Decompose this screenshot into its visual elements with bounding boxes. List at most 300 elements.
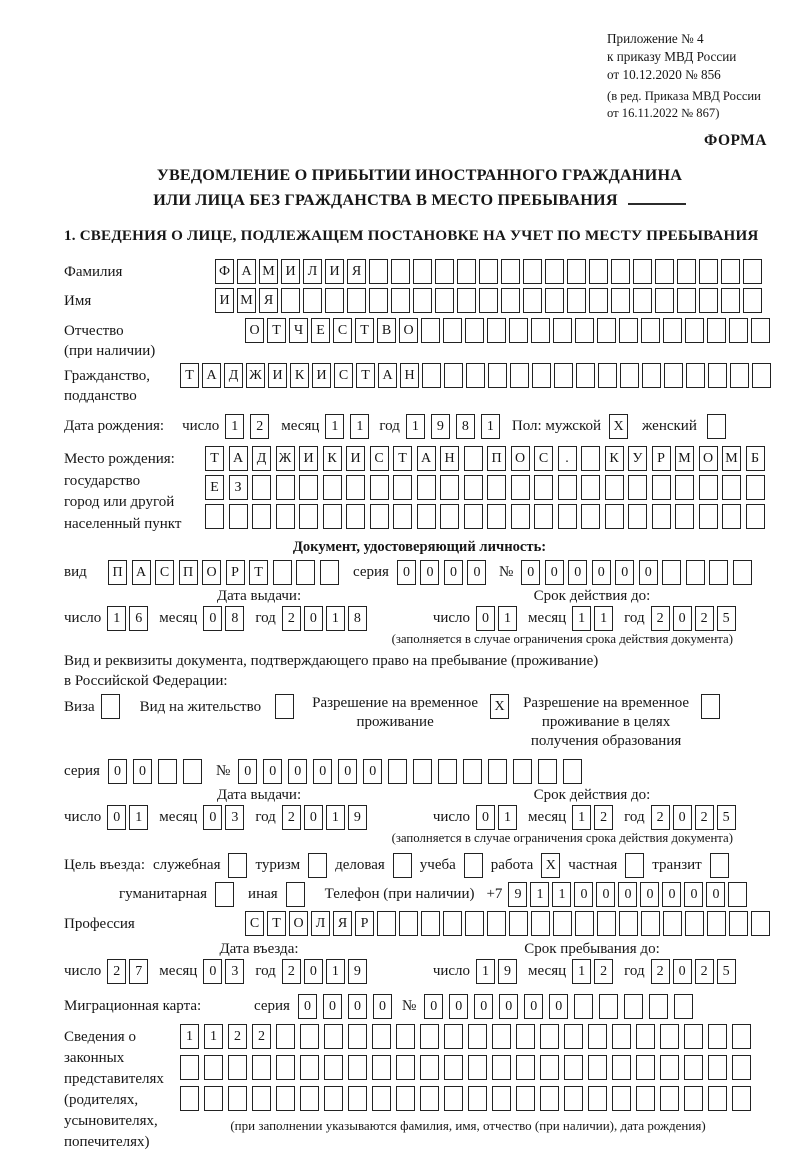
char-box[interactable] (464, 504, 483, 529)
char-box[interactable] (370, 504, 389, 529)
char-box[interactable] (652, 504, 671, 529)
char-box[interactable]: 2 (282, 805, 301, 830)
char-box[interactable] (325, 288, 344, 313)
char-box[interactable] (516, 1024, 535, 1049)
char-box[interactable] (492, 1055, 511, 1080)
char-box[interactable] (417, 504, 436, 529)
char-box[interactable] (204, 1086, 223, 1111)
char-box[interactable] (348, 1055, 367, 1080)
char-box[interactable] (581, 475, 600, 500)
char-box[interactable] (510, 363, 529, 388)
char-box[interactable]: 1 (225, 414, 244, 439)
char-box[interactable] (619, 318, 638, 343)
char-box[interactable]: 1 (572, 959, 591, 984)
char-box[interactable] (299, 504, 318, 529)
char-box[interactable]: 0 (684, 882, 703, 907)
char-box[interactable] (479, 259, 498, 284)
char-box[interactable]: 0 (706, 882, 725, 907)
char-box[interactable] (660, 1086, 679, 1111)
char-box[interactable] (732, 1055, 751, 1080)
char-box[interactable]: 8 (225, 606, 244, 631)
char-box[interactable]: 0 (476, 805, 495, 830)
char-box[interactable]: О (202, 560, 221, 585)
temp-permit-checkbox[interactable]: X (490, 694, 509, 719)
residence-permit-checkbox[interactable] (275, 694, 294, 719)
char-box[interactable] (324, 1055, 343, 1080)
char-box[interactable]: Т (267, 318, 286, 343)
char-box[interactable] (443, 318, 462, 343)
char-box[interactable]: 2 (594, 805, 613, 830)
char-box[interactable]: 0 (288, 759, 307, 784)
char-box[interactable]: 1 (129, 805, 148, 830)
char-box[interactable] (732, 1024, 751, 1049)
char-box[interactable] (300, 1024, 319, 1049)
char-box[interactable] (464, 446, 483, 471)
char-box[interactable] (509, 911, 528, 936)
char-box[interactable]: 0 (238, 759, 257, 784)
char-box[interactable] (581, 504, 600, 529)
char-box[interactable] (501, 288, 520, 313)
char-box[interactable] (422, 363, 441, 388)
char-box[interactable]: 1 (180, 1024, 199, 1049)
char-box[interactable]: 1 (326, 805, 345, 830)
char-box[interactable] (628, 475, 647, 500)
char-box[interactable] (534, 475, 553, 500)
char-box[interactable] (633, 259, 652, 284)
char-box[interactable]: 1 (325, 414, 344, 439)
char-box[interactable] (516, 1086, 535, 1111)
char-box[interactable] (545, 259, 564, 284)
char-box[interactable] (611, 288, 630, 313)
char-box[interactable]: 1 (498, 606, 517, 631)
char-box[interactable]: 1 (530, 882, 549, 907)
char-box[interactable] (733, 560, 752, 585)
char-box[interactable] (655, 259, 674, 284)
char-box[interactable] (534, 504, 553, 529)
char-box[interactable] (709, 560, 728, 585)
char-box[interactable] (252, 1055, 271, 1080)
char-box[interactable]: . (558, 446, 577, 471)
char-box[interactable]: О (245, 318, 264, 343)
char-box[interactable]: 2 (282, 606, 301, 631)
char-box[interactable] (228, 1055, 247, 1080)
char-box[interactable] (468, 1086, 487, 1111)
char-box[interactable] (276, 504, 295, 529)
char-box[interactable] (413, 259, 432, 284)
char-box[interactable] (730, 363, 749, 388)
char-box[interactable]: 0 (373, 994, 392, 1019)
char-box[interactable] (421, 318, 440, 343)
char-box[interactable] (567, 259, 586, 284)
char-box[interactable]: Н (440, 446, 459, 471)
char-box[interactable]: 0 (107, 805, 126, 830)
char-box[interactable]: 0 (338, 759, 357, 784)
char-box[interactable] (183, 759, 202, 784)
char-box[interactable] (465, 318, 484, 343)
char-box[interactable]: А (378, 363, 397, 388)
char-box[interactable]: 0 (524, 994, 543, 1019)
char-box[interactable]: Б (746, 446, 765, 471)
char-box[interactable] (588, 1055, 607, 1080)
char-box[interactable]: 0 (304, 959, 323, 984)
char-box[interactable]: 0 (640, 882, 659, 907)
char-box[interactable] (722, 475, 741, 500)
char-box[interactable] (732, 1086, 751, 1111)
char-box[interactable] (728, 882, 747, 907)
char-box[interactable] (531, 318, 550, 343)
char-box[interactable] (252, 1086, 271, 1111)
char-box[interactable] (581, 446, 600, 471)
char-box[interactable] (324, 1024, 343, 1049)
char-box[interactable]: С (333, 318, 352, 343)
char-box[interactable] (296, 560, 315, 585)
char-box[interactable]: 0 (203, 805, 222, 830)
gender-male-checkbox[interactable]: X (609, 414, 628, 439)
char-box[interactable] (180, 1086, 199, 1111)
char-box[interactable]: П (108, 560, 127, 585)
char-box[interactable] (558, 504, 577, 529)
char-box[interactable]: 8 (348, 606, 367, 631)
char-box[interactable] (413, 288, 432, 313)
char-box[interactable] (553, 318, 572, 343)
char-box[interactable]: 1 (594, 606, 613, 631)
char-box[interactable]: 0 (549, 994, 568, 1019)
char-box[interactable] (396, 1055, 415, 1080)
char-box[interactable] (721, 288, 740, 313)
char-box[interactable] (205, 504, 224, 529)
char-box[interactable]: 9 (508, 882, 527, 907)
char-box[interactable]: 2 (107, 959, 126, 984)
char-box[interactable] (501, 259, 520, 284)
char-box[interactable] (346, 504, 365, 529)
purpose-business-checkbox[interactable] (393, 853, 412, 878)
char-box[interactable] (464, 475, 483, 500)
char-box[interactable] (699, 288, 718, 313)
char-box[interactable] (372, 1024, 391, 1049)
char-box[interactable]: 2 (651, 606, 670, 631)
char-box[interactable]: 0 (397, 560, 416, 585)
char-box[interactable] (642, 363, 661, 388)
char-box[interactable] (729, 911, 748, 936)
char-box[interactable]: 0 (323, 994, 342, 1019)
char-box[interactable] (575, 318, 594, 343)
char-box[interactable]: 0 (203, 606, 222, 631)
char-box[interactable]: И (312, 363, 331, 388)
char-box[interactable]: С (245, 911, 264, 936)
char-box[interactable]: 0 (108, 759, 127, 784)
char-box[interactable]: Т (356, 363, 375, 388)
char-box[interactable] (576, 363, 595, 388)
char-box[interactable] (636, 1024, 655, 1049)
char-box[interactable] (228, 1086, 247, 1111)
char-box[interactable]: 0 (304, 805, 323, 830)
char-box[interactable] (540, 1024, 559, 1049)
char-box[interactable] (370, 475, 389, 500)
char-box[interactable]: С (370, 446, 389, 471)
char-box[interactable] (466, 363, 485, 388)
char-box[interactable] (348, 1024, 367, 1049)
char-box[interactable] (611, 259, 630, 284)
char-box[interactable]: И (281, 259, 300, 284)
char-box[interactable] (707, 911, 726, 936)
char-box[interactable] (468, 1055, 487, 1080)
char-box[interactable] (567, 288, 586, 313)
char-box[interactable] (346, 475, 365, 500)
char-box[interactable] (699, 504, 718, 529)
char-box[interactable]: П (487, 446, 506, 471)
char-box[interactable]: Д (224, 363, 243, 388)
char-box[interactable] (511, 475, 530, 500)
char-box[interactable] (444, 363, 463, 388)
char-box[interactable]: З (229, 475, 248, 500)
char-box[interactable]: 1 (204, 1024, 223, 1049)
char-box[interactable] (554, 363, 573, 388)
char-box[interactable] (488, 363, 507, 388)
char-box[interactable]: В (377, 318, 396, 343)
char-box[interactable]: 0 (424, 994, 443, 1019)
char-box[interactable]: С (334, 363, 353, 388)
char-box[interactable]: Р (226, 560, 245, 585)
char-box[interactable] (391, 259, 410, 284)
char-box[interactable] (751, 911, 770, 936)
char-box[interactable]: О (511, 446, 530, 471)
char-box[interactable] (523, 259, 542, 284)
char-box[interactable] (605, 475, 624, 500)
char-box[interactable]: Л (303, 259, 322, 284)
char-box[interactable]: 3 (225, 805, 244, 830)
char-box[interactable]: 0 (574, 882, 593, 907)
char-box[interactable]: М (259, 259, 278, 284)
char-box[interactable] (457, 288, 476, 313)
char-box[interactable]: 1 (107, 606, 126, 631)
char-box[interactable] (746, 475, 765, 500)
char-box[interactable] (674, 994, 693, 1019)
char-box[interactable]: 1 (326, 606, 345, 631)
char-box[interactable] (575, 911, 594, 936)
char-box[interactable] (347, 288, 366, 313)
char-box[interactable]: 0 (592, 560, 611, 585)
char-box[interactable]: С (534, 446, 553, 471)
char-box[interactable]: 2 (250, 414, 269, 439)
char-box[interactable]: Л (311, 911, 330, 936)
char-box[interactable]: Т (249, 560, 268, 585)
char-box[interactable] (299, 475, 318, 500)
char-box[interactable] (438, 759, 457, 784)
purpose-service-checkbox[interactable] (228, 853, 247, 878)
char-box[interactable] (393, 504, 412, 529)
char-box[interactable]: Ф (215, 259, 234, 284)
char-box[interactable] (597, 911, 616, 936)
char-box[interactable] (675, 504, 694, 529)
char-box[interactable] (391, 288, 410, 313)
char-box[interactable] (743, 288, 762, 313)
char-box[interactable] (487, 504, 506, 529)
char-box[interactable] (660, 1055, 679, 1080)
char-box[interactable]: М (722, 446, 741, 471)
char-box[interactable]: Я (259, 288, 278, 313)
char-box[interactable]: Я (333, 911, 352, 936)
char-box[interactable] (229, 504, 248, 529)
char-box[interactable]: 0 (662, 882, 681, 907)
char-box[interactable] (320, 560, 339, 585)
char-box[interactable] (588, 1086, 607, 1111)
char-box[interactable] (492, 1024, 511, 1049)
char-box[interactable] (440, 504, 459, 529)
char-box[interactable] (388, 759, 407, 784)
char-box[interactable] (564, 1024, 583, 1049)
char-box[interactable]: 0 (568, 560, 587, 585)
char-box[interactable] (372, 1086, 391, 1111)
char-box[interactable]: 9 (431, 414, 450, 439)
char-box[interactable] (675, 475, 694, 500)
char-box[interactable]: 2 (594, 959, 613, 984)
char-box[interactable]: Т (355, 318, 374, 343)
char-box[interactable] (396, 1086, 415, 1111)
char-box[interactable] (605, 504, 624, 529)
char-box[interactable] (417, 475, 436, 500)
char-box[interactable] (369, 259, 388, 284)
char-box[interactable] (413, 759, 432, 784)
char-box[interactable]: Д (252, 446, 271, 471)
char-box[interactable]: И (215, 288, 234, 313)
purpose-humanitarian-checkbox[interactable] (215, 882, 234, 907)
char-box[interactable]: М (237, 288, 256, 313)
char-box[interactable]: 1 (476, 959, 495, 984)
char-box[interactable]: 2 (228, 1024, 247, 1049)
char-box[interactable] (487, 318, 506, 343)
char-box[interactable]: 1 (481, 414, 500, 439)
char-box[interactable]: Р (652, 446, 671, 471)
char-box[interactable]: К (323, 446, 342, 471)
char-box[interactable] (369, 288, 388, 313)
char-box[interactable]: 0 (263, 759, 282, 784)
char-box[interactable] (685, 318, 704, 343)
temp-permit-edu-checkbox[interactable] (701, 694, 720, 719)
char-box[interactable]: Т (205, 446, 224, 471)
char-box[interactable] (204, 1055, 223, 1080)
char-box[interactable] (628, 504, 647, 529)
char-box[interactable]: 0 (476, 606, 495, 631)
char-box[interactable] (684, 1055, 703, 1080)
char-box[interactable]: 0 (673, 959, 692, 984)
char-box[interactable]: 9 (498, 959, 517, 984)
char-box[interactable]: 1 (406, 414, 425, 439)
char-box[interactable]: П (179, 560, 198, 585)
char-box[interactable]: 0 (673, 606, 692, 631)
char-box[interactable] (708, 1086, 727, 1111)
char-box[interactable] (509, 318, 528, 343)
char-box[interactable]: 0 (474, 994, 493, 1019)
char-box[interactable] (746, 504, 765, 529)
char-box[interactable]: А (237, 259, 256, 284)
char-box[interactable]: 0 (545, 560, 564, 585)
char-box[interactable]: О (289, 911, 308, 936)
char-box[interactable] (538, 759, 557, 784)
char-box[interactable] (652, 475, 671, 500)
char-box[interactable] (435, 288, 454, 313)
char-box[interactable]: 1 (350, 414, 369, 439)
char-box[interactable]: 0 (499, 994, 518, 1019)
char-box[interactable]: Т (267, 911, 286, 936)
char-box[interactable]: Е (205, 475, 224, 500)
char-box[interactable]: 0 (304, 606, 323, 631)
char-box[interactable] (598, 363, 617, 388)
char-box[interactable]: С (155, 560, 174, 585)
char-box[interactable]: Т (393, 446, 412, 471)
char-box[interactable] (487, 911, 506, 936)
char-box[interactable] (479, 288, 498, 313)
char-box[interactable] (545, 288, 564, 313)
char-box[interactable]: 0 (673, 805, 692, 830)
char-box[interactable]: Ч (289, 318, 308, 343)
gender-female-checkbox[interactable] (707, 414, 726, 439)
char-box[interactable]: У (628, 446, 647, 471)
char-box[interactable]: 1 (498, 805, 517, 830)
char-box[interactable] (641, 911, 660, 936)
char-box[interactable] (649, 994, 668, 1019)
char-box[interactable] (421, 911, 440, 936)
purpose-work-checkbox[interactable]: X (541, 853, 560, 878)
char-box[interactable] (440, 475, 459, 500)
char-box[interactable]: 0 (313, 759, 332, 784)
char-box[interactable]: Т (180, 363, 199, 388)
char-box[interactable]: 9 (348, 959, 367, 984)
char-box[interactable] (684, 1024, 703, 1049)
char-box[interactable] (686, 363, 705, 388)
char-box[interactable]: 5 (717, 606, 736, 631)
char-box[interactable] (465, 911, 484, 936)
char-box[interactable] (523, 288, 542, 313)
char-box[interactable] (487, 475, 506, 500)
char-box[interactable] (273, 560, 292, 585)
char-box[interactable]: И (346, 446, 365, 471)
char-box[interactable] (620, 363, 639, 388)
char-box[interactable] (612, 1055, 631, 1080)
char-box[interactable] (574, 994, 593, 1019)
char-box[interactable] (707, 318, 726, 343)
char-box[interactable] (624, 994, 643, 1019)
char-box[interactable] (511, 504, 530, 529)
char-box[interactable] (564, 1086, 583, 1111)
char-box[interactable] (564, 1055, 583, 1080)
purpose-transit-checkbox[interactable] (710, 853, 729, 878)
char-box[interactable]: 2 (252, 1024, 271, 1049)
char-box[interactable] (252, 504, 271, 529)
char-box[interactable]: 2 (695, 606, 714, 631)
char-box[interactable]: А (132, 560, 151, 585)
char-box[interactable]: 0 (444, 560, 463, 585)
char-box[interactable] (619, 911, 638, 936)
char-box[interactable] (588, 1024, 607, 1049)
char-box[interactable] (636, 1055, 655, 1080)
char-box[interactable]: И (268, 363, 287, 388)
char-box[interactable] (300, 1055, 319, 1080)
char-box[interactable] (655, 288, 674, 313)
char-box[interactable] (303, 288, 322, 313)
char-box[interactable] (276, 1024, 295, 1049)
visa-checkbox[interactable] (101, 694, 120, 719)
char-box[interactable] (513, 759, 532, 784)
char-box[interactable]: А (417, 446, 436, 471)
char-box[interactable]: К (290, 363, 309, 388)
char-box[interactable] (752, 363, 771, 388)
char-box[interactable]: 1 (552, 882, 571, 907)
char-box[interactable] (662, 560, 681, 585)
char-box[interactable]: 2 (695, 805, 714, 830)
char-box[interactable]: 8 (456, 414, 475, 439)
char-box[interactable]: 1 (572, 606, 591, 631)
char-box[interactable] (708, 363, 727, 388)
